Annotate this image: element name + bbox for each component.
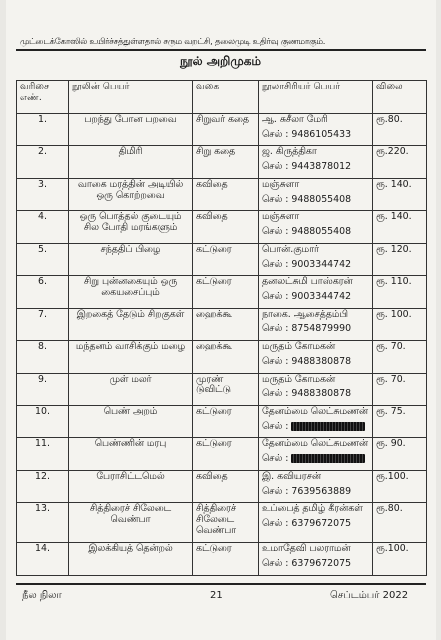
author-phone [262,292,369,303]
book-type: கட்டுரை [193,438,259,470]
book-name: மந்தனம் வாசிக்கும் மழை [69,341,193,373]
author-name: மஞ்சுளா [262,178,300,190]
book-type: சிறு கதை [193,146,259,178]
author-cell [259,178,373,210]
book-table [16,80,427,576]
book-type: முரண் டுவிட்டு [193,373,259,405]
book-name: இறகைத் தேடும் சிறகுகள் [69,308,193,340]
book-type: ஹைக்கூ [193,308,259,340]
serial-number: 12. [17,470,69,502]
author-name: உமாதேவி பலராமன் [262,543,351,555]
header-tip-line: முட்டைக்கோஸில் உயிர்ச்சத்துள்ளதால் சரும வறட்சி, தலைமுடி உதிர்வு குணமாகும். [20,36,326,46]
phone-text: செல் : 7639563889 [262,485,352,497]
book-price: ரூ.80. [373,114,427,146]
phone-text: செல் : 9488055408 [262,226,352,238]
serial-number: 4. [17,211,69,243]
table-row [17,543,427,576]
table-row [17,373,427,405]
book-type: கட்டுரை [193,405,259,437]
author-name: நாகை. ஆசைத்தம்பி [262,308,348,320]
section-title: நூல் அறிமுகம் [179,54,262,68]
issue-date: செப்டம்பர் 2022 [330,590,409,601]
phone-text: செல் : 9488055408 [262,193,352,205]
phone-text: செல் : 6379672075 [262,558,352,570]
author-name: தனலட்சுமி பாஸ்கரன் [262,276,353,288]
book-price: ரூ. 100. [373,308,427,340]
book-price: ரூ. 110. [373,276,427,308]
serial-number: 10. [17,405,69,437]
book-name: முள் மலர் [69,373,193,405]
book-price: ரூ. 120. [373,243,427,275]
book-type: சித்திரைச் சிலேடை வெண்பா [193,503,259,543]
book-type: கட்டுரை [193,243,259,275]
book-price: ரூ. 140. [373,211,427,243]
serial-number: 14. [17,543,69,576]
author-name: மருதம் கோமகன் [262,373,336,385]
book-type: கட்டுரை [193,276,259,308]
book-price: ரூ. 140. [373,178,427,210]
serial-number: 9. [17,373,69,405]
col-type: வகை [193,81,259,114]
author-phone [262,195,369,206]
col-serial: வரிசை எண். [17,81,69,114]
book-name: திமிரி [69,146,193,178]
author-name: மருதம் கோமகன் [262,341,336,353]
book-price: ரூ.80. [373,503,427,543]
author-cell [259,503,373,543]
author-name: மஞ்சுளா [262,211,300,223]
author-cell [259,114,373,146]
author-cell [259,276,373,308]
book-type: கட்டுரை [193,543,259,576]
author-name: பொன்.குமார் [262,243,319,255]
book-name: சிறு புன்னகையும் ஒரு கையசைப்பும் [69,276,193,308]
book-name: பறந்து போன பறவை [69,114,193,146]
phone-text: செல் : 9443878012 [262,161,352,173]
book-name: இலக்கியத் தென்றல் [69,543,193,576]
phone-text: செல் : 6379672075 [262,518,352,530]
book-name: பெண் அறம் [69,405,193,437]
serial-number: 11. [17,438,69,470]
serial-number: 13. [17,503,69,543]
book-type: கவிதை [193,178,259,210]
serial-number: 6. [17,276,69,308]
table-row [17,276,427,308]
table-row [17,211,427,243]
phone-text: செல் : 9003344742 [262,258,352,270]
table-row [17,243,427,275]
table-row [17,114,427,146]
author-cell [259,405,373,437]
book-price: ரூ.100. [373,543,427,576]
author-phone [262,260,369,271]
phone-text: செல் : 9003344742 [262,291,352,302]
table-row [17,438,427,470]
page-number: 21 [210,590,223,601]
author-name: ஜ. கிருத்திகா [262,146,317,158]
author-cell [259,470,373,502]
col-price: விலை [373,81,427,114]
author-cell [259,543,373,576]
book-type: கவிதை [193,211,259,243]
phone-text: செல் : [262,453,289,465]
serial-number: 8. [17,341,69,373]
book-name: ஒரு பொத்தல் குடையும் சில போதி மரங்களும் [69,211,193,243]
book-name: பெண்ணின் மரபு [69,438,193,470]
phone-text: செல் : 9486105433 [262,128,352,140]
author-phone [262,389,369,400]
author-phone [262,422,369,433]
author-cell [259,373,373,405]
col-author: நூலாசிரியர் பெயர் [259,81,373,114]
author-cell [259,341,373,373]
table-row [17,470,427,502]
redacted-number [291,422,365,431]
author-name: இ. கவியரசன் [262,470,321,482]
author-cell [259,243,373,275]
serial-number: 7. [17,308,69,340]
book-type: ஹைக்கூ [193,341,259,373]
book-price: ரூ. 70. [373,373,427,405]
author-cell [259,438,373,470]
phone-text: செல் : 8754879990 [262,323,352,335]
book-name: பேராசிட்டமெல் [69,470,193,502]
book-price: ரூ.100. [373,470,427,502]
author-name: உப்பைத் தமிழ் கீரன்கள் [262,503,363,515]
book-price: ரூ.220. [373,146,427,178]
author-phone [262,227,369,238]
phone-text: செல் : 9488380878 [262,388,352,400]
author-cell [259,146,373,178]
table-row [17,308,427,340]
author-phone [262,559,369,570]
book-type: சிறுவர் கதை [193,114,259,146]
author-phone [262,130,369,141]
table-row [17,178,427,210]
magazine-name: நீல நிலா [22,590,62,601]
book-price: ரூ. 75. [373,405,427,437]
author-cell [259,211,373,243]
serial-number: 3. [17,178,69,210]
header-divider [16,49,426,51]
book-name: சந்ததிப் பிழை [69,243,193,275]
author-phone [262,487,369,498]
table-row [17,503,427,543]
col-book-name: நூலின் பெயர் [69,81,193,114]
author-name: தேனம்மை லெட்சுமணன் [262,405,369,417]
author-name: தேனம்மை லெட்சுமணன் [262,438,369,450]
book-name: சித்திரைச் சிலேடை வெண்பா [69,503,193,543]
table-row [17,405,427,437]
phone-text: செல் : 9488380878 [262,355,352,367]
phone-text: செல் : [262,420,289,432]
book-price: ரூ. 90. [373,438,427,470]
book-price: ரூ. 70. [373,341,427,373]
footer-divider [16,583,426,585]
serial-number: 2. [17,146,69,178]
book-type: கவிதை [193,470,259,502]
author-phone [262,454,369,465]
author-phone [262,324,369,335]
serial-number: 5. [17,243,69,275]
author-name: ஆ. சுசீலா மேரி [262,114,328,125]
table-row [17,146,427,178]
table-row [17,341,427,373]
redacted-number [291,454,365,463]
author-phone [262,162,369,173]
table-header-row [17,81,427,114]
serial-number: 1. [17,114,69,146]
author-phone [262,357,369,368]
book-name: வாகை மரத்தின் அடியில் ஒரு கொற்றவை [69,178,193,210]
author-phone [262,519,369,530]
author-cell [259,308,373,340]
